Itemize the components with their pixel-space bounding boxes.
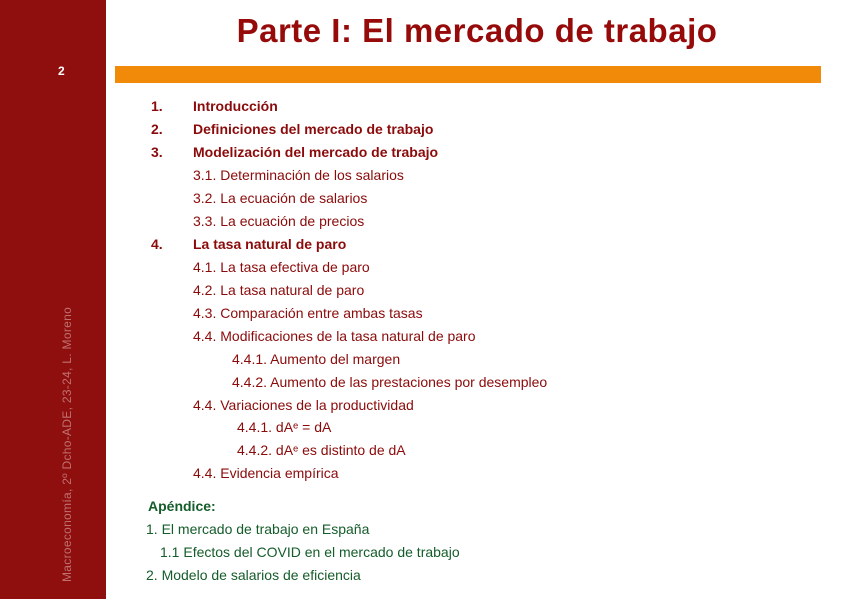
outline-subsubitem: 4.4.2. dAᵉ es distinto de dA <box>237 442 406 458</box>
appendix-heading: Apéndice: <box>148 498 216 514</box>
appendix-item: 2. Modelo de salarios de eficiencia <box>146 567 361 583</box>
outline-subsubitem: 4.4.1. dAᵉ = dA <box>237 419 332 435</box>
outline-item-2 <box>151 120 433 138</box>
outline-subitem: 4.1. La tasa efectiva de paro <box>193 259 370 275</box>
course-footer: Macroeconomía, 2º Dcho-ADE, 23-24, L. Moreno <box>60 306 74 582</box>
appendix-item: 1. El mercado de trabajo en España <box>146 521 370 537</box>
outline-item-1 <box>151 97 278 115</box>
appendix-subitem: 1.1 Efectos del COVID en el mercado de trabajo <box>160 544 460 560</box>
outline-number: 4. <box>151 236 163 252</box>
slide-title: Parte I: El mercado de trabajo <box>236 12 718 49</box>
outline-subitem: 4.3. Comparación entre ambas tasas <box>193 305 423 321</box>
outline-item-3 <box>151 143 438 161</box>
outline-subitem: 3.2. La ecuación de salarios <box>193 190 368 206</box>
outline-label: Definiciones del mercado de trabajo <box>193 121 434 137</box>
outline-subitem: 4.4. Variaciones de la productividad <box>193 397 414 413</box>
outline-subitem: 3.1. Determinación de los salarios <box>193 167 404 183</box>
outline-subsubitem: 4.4.2. Aumento de las prestaciones por desempleo <box>232 374 548 390</box>
outline-number: 3. <box>151 144 163 160</box>
title-divider-bar <box>115 66 821 83</box>
outline-label: Introducción <box>193 98 278 114</box>
outline-number: 1. <box>151 98 163 114</box>
outline-subsubitem: 4.4.1. Aumento del margen <box>232 351 401 367</box>
sidebar <box>0 0 106 599</box>
outline-label: La tasa natural de paro <box>193 236 347 252</box>
outline-subitem: 3.3. La ecuación de precios <box>193 213 365 229</box>
slide-number: 2 <box>58 64 65 78</box>
outline-subitem: 4.4. Modificaciones de la tasa natural de paro <box>193 328 476 344</box>
outline-subitem: 4.4. Evidencia empírica <box>193 465 339 481</box>
outline-subitem: 4.2. La tasa natural de paro <box>193 282 365 298</box>
outline-item-4 <box>151 235 346 253</box>
outline-label: Modelización del mercado de trabajo <box>193 144 439 160</box>
outline-number: 2. <box>151 121 163 137</box>
